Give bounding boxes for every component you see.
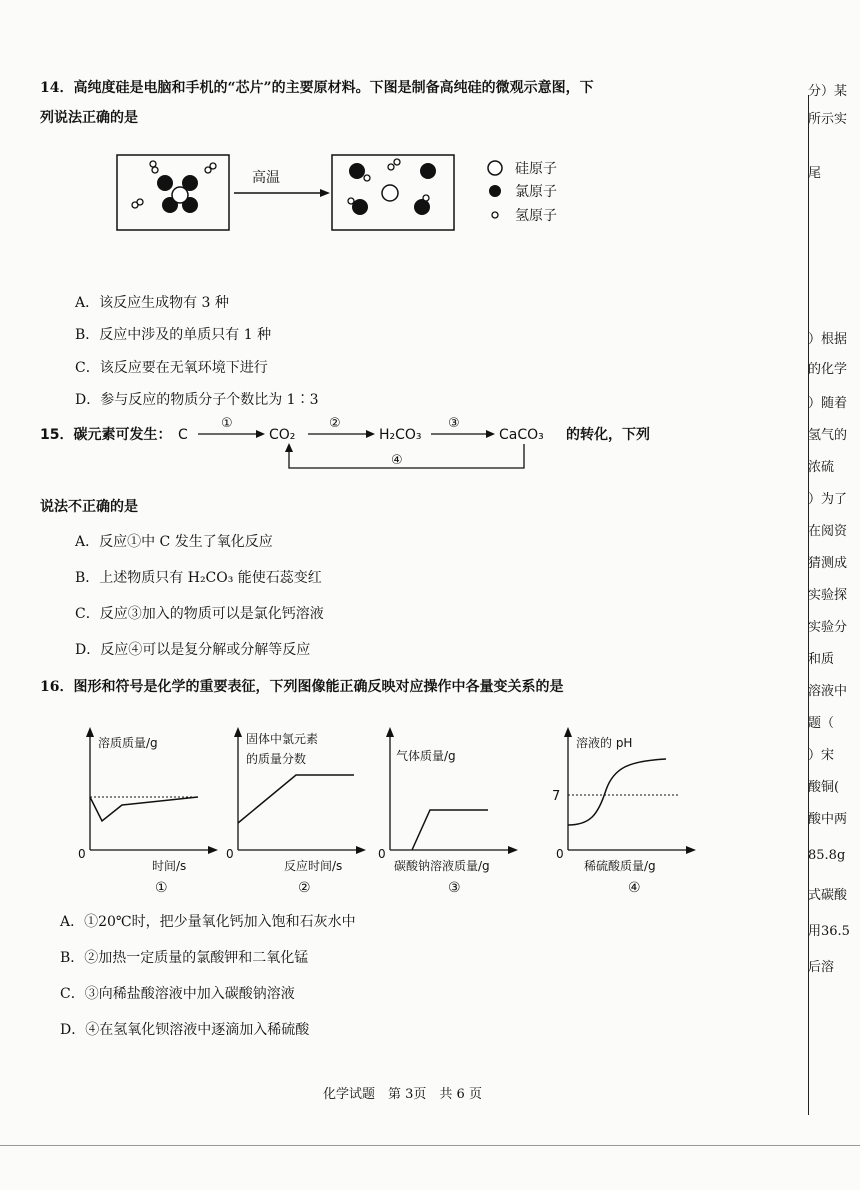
q16-option-b: B．②加热一定质量的氯酸钾和二氧化锰 bbox=[60, 950, 309, 966]
right-fragment: 在阅资 bbox=[808, 524, 848, 539]
sicl4-molecule bbox=[157, 175, 198, 213]
graph-3-number: ③ bbox=[448, 880, 461, 896]
right-fragment: 猜测成 bbox=[808, 556, 848, 571]
species-co2: CO₂ bbox=[269, 427, 296, 443]
graph-2-xlabel: 反应时间/s bbox=[284, 859, 343, 873]
step-1-label: ① bbox=[221, 416, 233, 431]
q14-option-b: B．反应中涉及的单质只有 1 种 bbox=[75, 327, 272, 343]
step-2-label: ② bbox=[329, 416, 341, 431]
right-fragment: ）根据 bbox=[808, 332, 848, 347]
graph-4-ylabel: 溶液的 pH bbox=[576, 736, 633, 750]
graph-2-number: ② bbox=[298, 880, 311, 896]
right-fragment: ）随着 bbox=[808, 396, 848, 411]
graph-1-curve bbox=[90, 797, 198, 821]
q15-suffix: 的转化，下列 bbox=[566, 427, 650, 443]
legend-silicon-label: 硅原子 bbox=[515, 161, 557, 177]
right-fragment: 题（ bbox=[808, 716, 835, 731]
h2-remaining bbox=[388, 159, 400, 170]
graph-3 bbox=[378, 727, 518, 896]
q16-option-a: A．①20℃时，把少量氧化钙加入饱和石灰水中 bbox=[60, 914, 356, 930]
right-fragment: 溶液中 bbox=[808, 684, 848, 699]
q14-option-a: A．该反应生成物有 3 种 bbox=[75, 295, 229, 311]
right-fragment: 所示实 bbox=[808, 112, 848, 127]
q16-graphs bbox=[70, 725, 700, 900]
q16-option-d: D．④在氢氧化钡溶液中逐滴加入稀硫酸 bbox=[60, 1022, 310, 1038]
graph-2-origin: 0 bbox=[226, 847, 234, 861]
graph-1-number: ① bbox=[155, 880, 168, 896]
right-fragment: 实验分 bbox=[808, 620, 848, 635]
graph-4-xlabel: 稀硫酸质量/g bbox=[584, 859, 656, 873]
right-fragment: 浓硫 bbox=[808, 460, 835, 475]
graph-2-ylabel-line1: 固体中氯元素 bbox=[246, 732, 319, 746]
legend-chlorine-symbol bbox=[489, 185, 501, 197]
right-fragment: ）宋 bbox=[808, 748, 835, 763]
q15-conversion-chain bbox=[36, 412, 696, 478]
graph-4-ref-value: 7 bbox=[552, 789, 561, 804]
right-fragment: 尾 bbox=[808, 166, 822, 181]
right-fragment: 实验探 bbox=[808, 588, 848, 603]
arrow-label: 高温 bbox=[252, 170, 280, 186]
step-3-label: ③ bbox=[448, 416, 460, 431]
right-fragment: 酸中两 bbox=[808, 812, 848, 827]
q16-option-c: C．③向稀盐酸溶液中加入碳酸钠溶液 bbox=[60, 986, 295, 1002]
q15-stem-line2: 说法不正确的是 bbox=[40, 499, 138, 515]
legend-hydrogen-symbol bbox=[492, 212, 498, 218]
q15-option-b: B．上述物质只有 H₂CO₃ 能使石蕊变红 bbox=[75, 570, 322, 586]
right-fragment: 氢气的 bbox=[808, 428, 848, 443]
right-fragment: 的化学 bbox=[808, 362, 848, 377]
graph-1 bbox=[78, 727, 218, 896]
q16-stem: 16．图形和符号是化学的重要表征，下列图像能正确反映对应操作中各量变关系的是 bbox=[40, 679, 564, 695]
right-fragment: 后溶 bbox=[808, 960, 835, 975]
step-4-return-arrow bbox=[289, 444, 524, 468]
q14-stem-line1: 14．高纯度硅是电脑和手机的“芯片”的主要原材料。下图是制备高纯硅的微观示意图，下 bbox=[40, 80, 594, 96]
q15-option-d: D．反应④可以是复分解或分解等反应 bbox=[75, 642, 311, 658]
species-c: C bbox=[178, 427, 188, 443]
legend bbox=[488, 161, 557, 224]
graph-3-xlabel: 碳酸钠溶液质量/g bbox=[394, 859, 490, 873]
graph-3-origin: 0 bbox=[378, 847, 386, 861]
legend-silicon-symbol bbox=[488, 161, 502, 175]
q14-stem-line2: 列说法正确的是 bbox=[40, 110, 138, 126]
right-fragment: 用36.5 bbox=[808, 924, 850, 939]
bottom-rule bbox=[0, 1145, 860, 1146]
q15-prefix: 15．碳元素可发生： bbox=[40, 427, 172, 443]
right-fragment: 酸铜( bbox=[808, 780, 840, 795]
right-fragment: 分）某 bbox=[808, 84, 848, 99]
q15-option-c: C．反应③加入的物质可以是氯化钙溶液 bbox=[75, 606, 324, 622]
graph-4-origin: 0 bbox=[556, 847, 564, 861]
legend-hydrogen-label: 氢原子 bbox=[515, 208, 557, 224]
legend-chlorine-label: 氯原子 bbox=[515, 184, 557, 200]
species-h2co3: H₂CO₃ bbox=[379, 427, 422, 443]
page-footer: 化学试题 第 3页 共 6 页 bbox=[323, 1087, 482, 1102]
graph-2-curve bbox=[238, 775, 354, 823]
graph-1-origin: 0 bbox=[78, 847, 86, 861]
right-fragment: 85.8g bbox=[808, 848, 846, 863]
graph-3-ylabel: 气体质量/g bbox=[396, 749, 456, 763]
right-fragment: 式碳酸 bbox=[808, 888, 848, 903]
right-fragment: ）为了 bbox=[808, 492, 848, 507]
graph-4-number: ④ bbox=[628, 880, 641, 896]
right-fragment: 和质 bbox=[808, 652, 835, 667]
graph-1-ylabel: 溶质质量/g bbox=[98, 736, 158, 750]
graph-4 bbox=[552, 727, 696, 896]
step-4-label: ④ bbox=[391, 453, 403, 468]
graph-2-ylabel-line2: 的质量分数 bbox=[246, 752, 307, 766]
graph-1-xlabel: 时间/s bbox=[152, 859, 187, 873]
si-atom bbox=[382, 185, 398, 201]
q15-option-a: A．反应①中 C 发生了氧化反应 bbox=[75, 534, 273, 550]
right-page-fragment bbox=[805, 0, 860, 1190]
q14-reaction-diagram bbox=[110, 145, 590, 245]
graph-2 bbox=[226, 727, 366, 896]
q14-option-d: D．参与反应的物质分子个数比为 1∶3 bbox=[75, 392, 319, 408]
q14-option-c: C．该反应要在无氧环境下进行 bbox=[75, 360, 268, 376]
species-caco3: CaCO₃ bbox=[499, 427, 544, 443]
graph-3-curve bbox=[412, 810, 488, 850]
graph-4-curve bbox=[568, 759, 666, 825]
